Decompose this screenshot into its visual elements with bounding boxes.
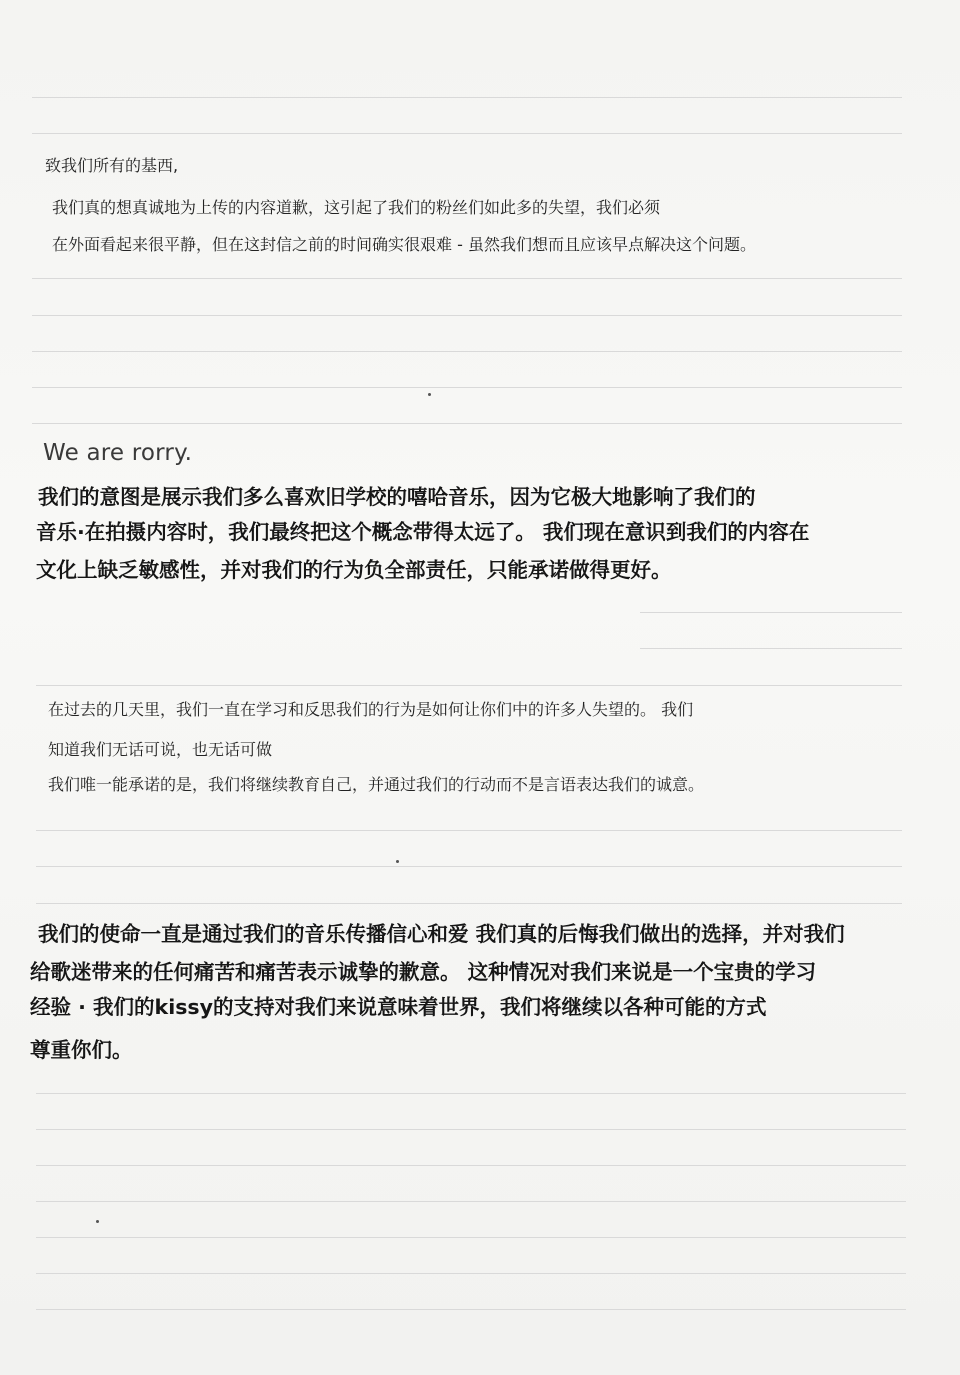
- rule-line: [36, 1273, 906, 1274]
- paragraph-3-line-2: 知道我们无话可说，也无话可做: [48, 740, 273, 759]
- scan-speck: [396, 860, 399, 863]
- rule-line: [32, 351, 902, 352]
- rule-line: [32, 133, 902, 134]
- rule-line: [36, 1201, 906, 1202]
- salutation: 致我们所有的基西,: [45, 156, 179, 175]
- rule-line: [36, 1165, 906, 1166]
- rule-line: [32, 315, 902, 316]
- rule-line: [32, 97, 902, 98]
- paragraph-4-line-4: 尊重你们。: [30, 1038, 133, 1062]
- paragraph-3-line-3: 我们唯一能承诺的是，我们将继续教育自己，并通过我们的行动而不是言语表达我们的诚意。: [48, 775, 705, 794]
- paragraph-1-line-1: 我们真的想真诚地为上传的内容道歉，这引起了我们的粉丝们如此多的失望，我们必须: [52, 198, 661, 217]
- rule-line: [36, 1309, 906, 1310]
- rule-line: [36, 1093, 906, 1094]
- rule-line: [32, 278, 902, 279]
- paragraph-2-line-2: 音乐·在拍摄内容时，我们最终把这个概念带得太远了。 我们现在意识到我们的内容在: [36, 520, 810, 544]
- paragraph-2-line-3: 文化上缺乏敏感性，并对我们的行为负全部责任，只能承诺做得更好。: [36, 558, 672, 582]
- rule-line: [36, 903, 902, 904]
- scan-speck: [428, 393, 431, 396]
- paragraph-4-line-3: 经验 · 我们的kissy的支持对我们来说意味着世界，我们将继续以各种可能的方式: [30, 995, 767, 1019]
- rule-line: [36, 1129, 906, 1130]
- scan-speck: [96, 1220, 99, 1223]
- paragraph-1-line-2: 在外面看起来很平静，但在这封信之前的时间确实很艰难 - 虽然我们想而且应该早点解决这个问题。: [52, 235, 756, 254]
- rule-line: [36, 1237, 906, 1238]
- rule-line: [36, 685, 902, 686]
- rule-line: [36, 866, 902, 867]
- rule-line: [640, 648, 902, 649]
- rule-line: [640, 612, 902, 613]
- paragraph-4-line-2: 给歌迷带来的任何痛苦和痛苦表示诚挚的歉意。 这种情况对我们来说是一个宝贵的学习: [30, 960, 817, 984]
- rule-line: [32, 423, 902, 424]
- paragraph-4-line-1: 我们的使命一直是通过我们的音乐传播信心和爱 我们真的后悔我们做出的选择，并对我们: [38, 922, 845, 946]
- rule-line: [32, 387, 902, 388]
- rule-line: [36, 830, 902, 831]
- paragraph-3-line-1: 在过去的几天里，我们一直在学习和反思我们的行为是如何让你们中的许多人失望的。 我们: [48, 700, 694, 719]
- letter-heading: We are rorry.: [43, 440, 193, 466]
- paragraph-2-line-1: 我们的意图是展示我们多么喜欢旧学校的嘻哈音乐，因为它极大地影响了我们的: [38, 485, 756, 509]
